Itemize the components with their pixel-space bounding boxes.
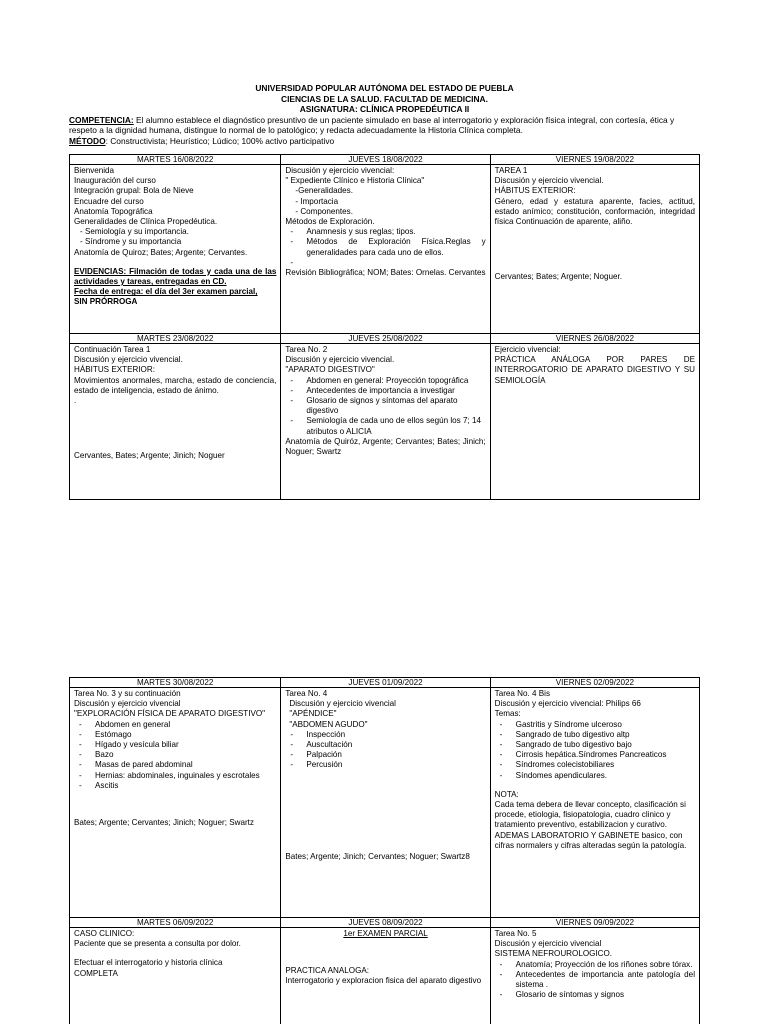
list-item: - Sangrado de tubo digestivo altp bbox=[499, 729, 630, 739]
session-cell bbox=[281, 688, 490, 918]
session-cell bbox=[490, 928, 699, 1024]
cell-line: Discusión y ejercicio vivencial. bbox=[74, 355, 183, 365]
nota-body: Cada tema debera de llevar concepto, clasificación si procede, etiologia, fisiopatologia, cuadro clinico y tratamiento preventivo, estabilizacion y curativo. ADEMAS LABORATORIO Y GABINETE basico, con cifras normalers y cifras alteradas según la patología. bbox=[494, 800, 687, 850]
faculty-name: CIENCIAS DE LA SALUD. FACULTAD DE MEDICINA. bbox=[281, 93, 488, 104]
list-item: - Semiología de cada uno de ellos según los 7; 14 atributos o ALICIA bbox=[290, 416, 481, 436]
day-header: VIERNES 02/09/2022 bbox=[490, 678, 699, 688]
cell-line: Discusión y ejercicio vivencial. bbox=[285, 355, 395, 365]
subject-name: ASIGNATURA: CLÍNICA PROPEDÉUTICA II bbox=[299, 104, 470, 115]
list-item: - Glosario de signos y síntomas del aparato digestivo bbox=[290, 396, 458, 416]
list-item: - Ascitis bbox=[79, 780, 119, 790]
day-header-row bbox=[70, 918, 700, 928]
list-item: - Hernias: abdominales, inguinales y escrotales bbox=[79, 770, 260, 780]
session-cell bbox=[70, 688, 281, 918]
day-header: JUEVES 08/09/2022 bbox=[281, 918, 490, 928]
cell-line: "APARATO DIGESTIVO" bbox=[285, 365, 375, 375]
cell-line: Efectuar el interrogatorio y historia clínica bbox=[74, 958, 223, 968]
list-item: - Anatomía; Proyección de los riñones sobre tórax. bbox=[499, 959, 693, 969]
list-item: - bbox=[290, 257, 294, 267]
cell-line: Discusión y ejercicio vivencial bbox=[494, 939, 602, 949]
list-item: - Glosario de síntomas y signos bbox=[499, 990, 625, 1000]
session-cell bbox=[281, 928, 490, 1024]
cell-line: Métodos de Exploración. bbox=[285, 217, 375, 227]
document-header bbox=[69, 83, 700, 147]
session-row bbox=[70, 688, 700, 918]
sin-prorroga: SIN PRÓRROGA bbox=[74, 297, 138, 307]
cell-line: HÁBITUS EXTERIOR: bbox=[74, 365, 155, 375]
list-item: - Abdomen en general bbox=[79, 719, 171, 729]
list-item: - Antecedentes de importancia a investigar bbox=[290, 385, 455, 395]
list-item: - Bazo bbox=[79, 750, 114, 760]
list-item: - Síndomes apendiculares. bbox=[499, 770, 608, 780]
cell-body: Género, edad y estatura aparente, facies, actitud, estado anímico; constitución, conformación, integridad física Continuación de aparente, aliño. bbox=[494, 196, 695, 227]
session-row bbox=[70, 928, 700, 1024]
cell-line: Ejercicio vivencial: bbox=[494, 345, 561, 354]
evidencias-text: EVIDENCIAS: Filmación de todas y cada una de las actividades y tareas, entregadas en CD. bbox=[74, 266, 277, 287]
cell-subitem: -Generalidades. bbox=[295, 186, 353, 196]
cell-line: Discusión y ejercicio vivencial. bbox=[494, 176, 604, 186]
cell-line: " Expediente Clínico e Historia Clínica" bbox=[285, 176, 425, 186]
fecha-entrega: Fecha de entrega: el día del 3er examen parcial, bbox=[74, 287, 258, 297]
cell-subitem: - Síndrome y su importancia bbox=[80, 237, 182, 247]
day-header: VIERNES 26/08/2022 bbox=[490, 334, 699, 344]
cell-line: Tarea No. 4 Bis bbox=[494, 689, 551, 698]
cell-subitem: - Importacia bbox=[295, 196, 339, 206]
list-item: - Inspección bbox=[290, 729, 346, 739]
university-name: UNIVERSIDAD POPULAR AUTÓNOMA DEL ESTADO DE PUEBLA bbox=[255, 83, 514, 93]
cell-line: Bienvenida bbox=[74, 166, 115, 175]
list-item: - Anamnesis y sus reglas; tipos. bbox=[290, 227, 416, 237]
day-header: VIERNES 19/08/2022 bbox=[490, 155, 699, 165]
cell-body: Interrogatorio y exploracion fisica del aparato digestivo bbox=[285, 976, 482, 986]
session-cell bbox=[490, 688, 699, 918]
cell-line: Discusión y ejercicio vivencial bbox=[74, 699, 181, 709]
cell-line: Encuadre del curso bbox=[74, 196, 144, 206]
session-cell bbox=[490, 165, 699, 334]
list-item: - Masas de pared abdominal bbox=[79, 760, 193, 770]
list-item: - Estómago bbox=[79, 729, 132, 739]
cell-body: Movimientos anormales, marcha, estado de conciencia, estado de inteligencia, estado de ánimo. bbox=[74, 375, 277, 395]
day-header-row bbox=[70, 334, 700, 344]
list-item: - Auscultación bbox=[290, 740, 353, 750]
competencia-paragraph bbox=[69, 115, 700, 136]
references: Cervantes, Bates; Argente; Jinich; Noguer bbox=[74, 451, 225, 461]
cell-line: Tarea No. 5 bbox=[494, 929, 537, 938]
cell-line: . bbox=[74, 396, 77, 406]
session-cell bbox=[70, 344, 281, 500]
list-item: - Sangrado de tubo digestivo bajo bbox=[499, 740, 632, 750]
schedule-table-1 bbox=[69, 154, 700, 500]
competencia-text: El alumno establece el diagnóstico presuntivo de un paciente simulado en base al interrogatorio y exploración física integral, con cortesía, ética y respeto a la dignidad humana, distingue lo normal de lo patológico; y redacta adecuadamente la Historia Clínica completa. bbox=[69, 114, 675, 136]
day-header: JUEVES 18/08/2022 bbox=[281, 155, 490, 165]
cell-line: Tarea No. 2 bbox=[285, 345, 328, 354]
cell-line: Anatomía Topográfica bbox=[74, 206, 153, 216]
metodo-paragraph bbox=[69, 136, 700, 147]
day-header-row bbox=[70, 155, 700, 165]
cell-line: Integración grupal: Bola de Nieve bbox=[74, 186, 194, 196]
references: Bates; Argente; Cervantes; Jinich; Noguer; Swartz bbox=[74, 818, 254, 828]
day-header: VIERNES 09/09/2022 bbox=[490, 918, 699, 928]
cell-line: Tarea No. 4 bbox=[285, 689, 328, 698]
session-cell bbox=[281, 344, 490, 500]
day-header: MARTES 23/08/2022 bbox=[70, 334, 281, 344]
cell-subitem: - Componentes. bbox=[295, 206, 353, 216]
cell-line: Discusión y ejercicio vivencial: Philips 66 bbox=[494, 699, 641, 709]
cell-line: PRACTICA ANALOGA: bbox=[285, 966, 370, 976]
list-item: - Hígado y vesícula biliar bbox=[79, 740, 179, 750]
cell-line: Discusión y ejercicio vivencial bbox=[289, 699, 396, 709]
cell-line: CASO CLINICO: bbox=[74, 929, 135, 938]
cell-line: Paciente que se presenta a consulta por dolor. bbox=[74, 939, 241, 949]
cell-subitem: - Semiología y su importancia. bbox=[80, 227, 189, 237]
list-item: - Palpación bbox=[290, 750, 342, 760]
list-item: - Síndromes colecistobiliares bbox=[499, 760, 615, 770]
schedule-table-2 bbox=[69, 677, 700, 1024]
list-item: - Métodos de Exploración Física.Reglas y generalidades para cada uno de ellos. bbox=[290, 237, 486, 257]
cell-body: PRÁCTICA ANÁLOGA POR PARES DE INTERROGATORIO DE APARATO DIGESTIVO Y SU SEMIOLOGÍA bbox=[494, 355, 695, 385]
session-cell bbox=[490, 344, 699, 500]
cell-line: "APÉNDICE" bbox=[289, 709, 337, 719]
session-row bbox=[70, 165, 700, 334]
references: Anatomía de Quiroz; Bates; Argente; Cervantes. bbox=[74, 247, 248, 257]
cell-line: Continuación Tarea 1 bbox=[74, 345, 151, 354]
cell-line: "ABDOMEN AGUDO" bbox=[289, 719, 368, 729]
cell-line: "EXPLORACIÓN FÍSICA DE APARATO DIGESTIVO" bbox=[74, 709, 266, 719]
day-header: JUEVES 01/09/2022 bbox=[281, 678, 490, 688]
list-item: - Abdomen en general: Proyección topográfica bbox=[290, 375, 469, 385]
cell-line: Inauguración del curso bbox=[74, 176, 156, 186]
list-item: - Antecedentes de importancia ante patología del sistema . bbox=[499, 969, 695, 990]
cell-line: Discusión y ejercicio vivencial: bbox=[285, 166, 395, 175]
cell-line: TAREA 1 bbox=[494, 166, 528, 175]
day-header: JUEVES 25/08/2022 bbox=[281, 334, 490, 344]
cell-line: Temas: bbox=[494, 709, 521, 719]
day-header: MARTES 06/09/2022 bbox=[70, 918, 281, 928]
cell-line: HÁBITUS EXTERIOR: bbox=[494, 186, 576, 196]
references: Revisión Bibliográfica; NOM; Bates: Ornelas. Cervantes bbox=[285, 268, 486, 278]
exam-title: 1er EXAMEN PARCIAL bbox=[343, 929, 428, 938]
day-header-row bbox=[70, 678, 700, 688]
list-item: - Gastritis y Síndrome ulceroso bbox=[499, 719, 622, 729]
references: Cervantes; Bates; Argente; Noguer. bbox=[494, 272, 622, 282]
metodo-text: : Constructivista; Heurístico; Lúdico; 100% activo participativo bbox=[105, 135, 335, 146]
cell-line: SISTEMA NEFROUROLOGICO. bbox=[494, 949, 613, 959]
references: Bates; Argente; Jinich; Cervantes; Noguer; Swartz8 bbox=[285, 851, 470, 861]
cell-line: Tarea No. 3 y su continuación bbox=[74, 689, 181, 698]
session-cell bbox=[70, 165, 281, 334]
metodo-label: MÉTODO bbox=[69, 135, 106, 146]
references: Anatomía de Quiróz, Argente; Cervantes; Bates; Jinich; Noguer; Swartz bbox=[285, 436, 486, 457]
competencia-label: COMPETENCIA: bbox=[69, 114, 134, 125]
session-row bbox=[70, 344, 700, 500]
list-item: - Percusión bbox=[290, 760, 343, 770]
day-header: MARTES 30/08/2022 bbox=[70, 678, 281, 688]
day-header: MARTES 16/08/2022 bbox=[70, 155, 281, 165]
session-cell bbox=[70, 928, 281, 1024]
nota-label: NOTA: bbox=[494, 789, 519, 799]
cell-line: Generalidades de Clínica Propedéutica. bbox=[74, 217, 218, 227]
session-cell bbox=[281, 165, 490, 334]
cell-line: COMPLETA bbox=[74, 968, 118, 978]
list-item: - Cirrosis hepática.Síndromes Pancreaticos bbox=[499, 750, 667, 760]
